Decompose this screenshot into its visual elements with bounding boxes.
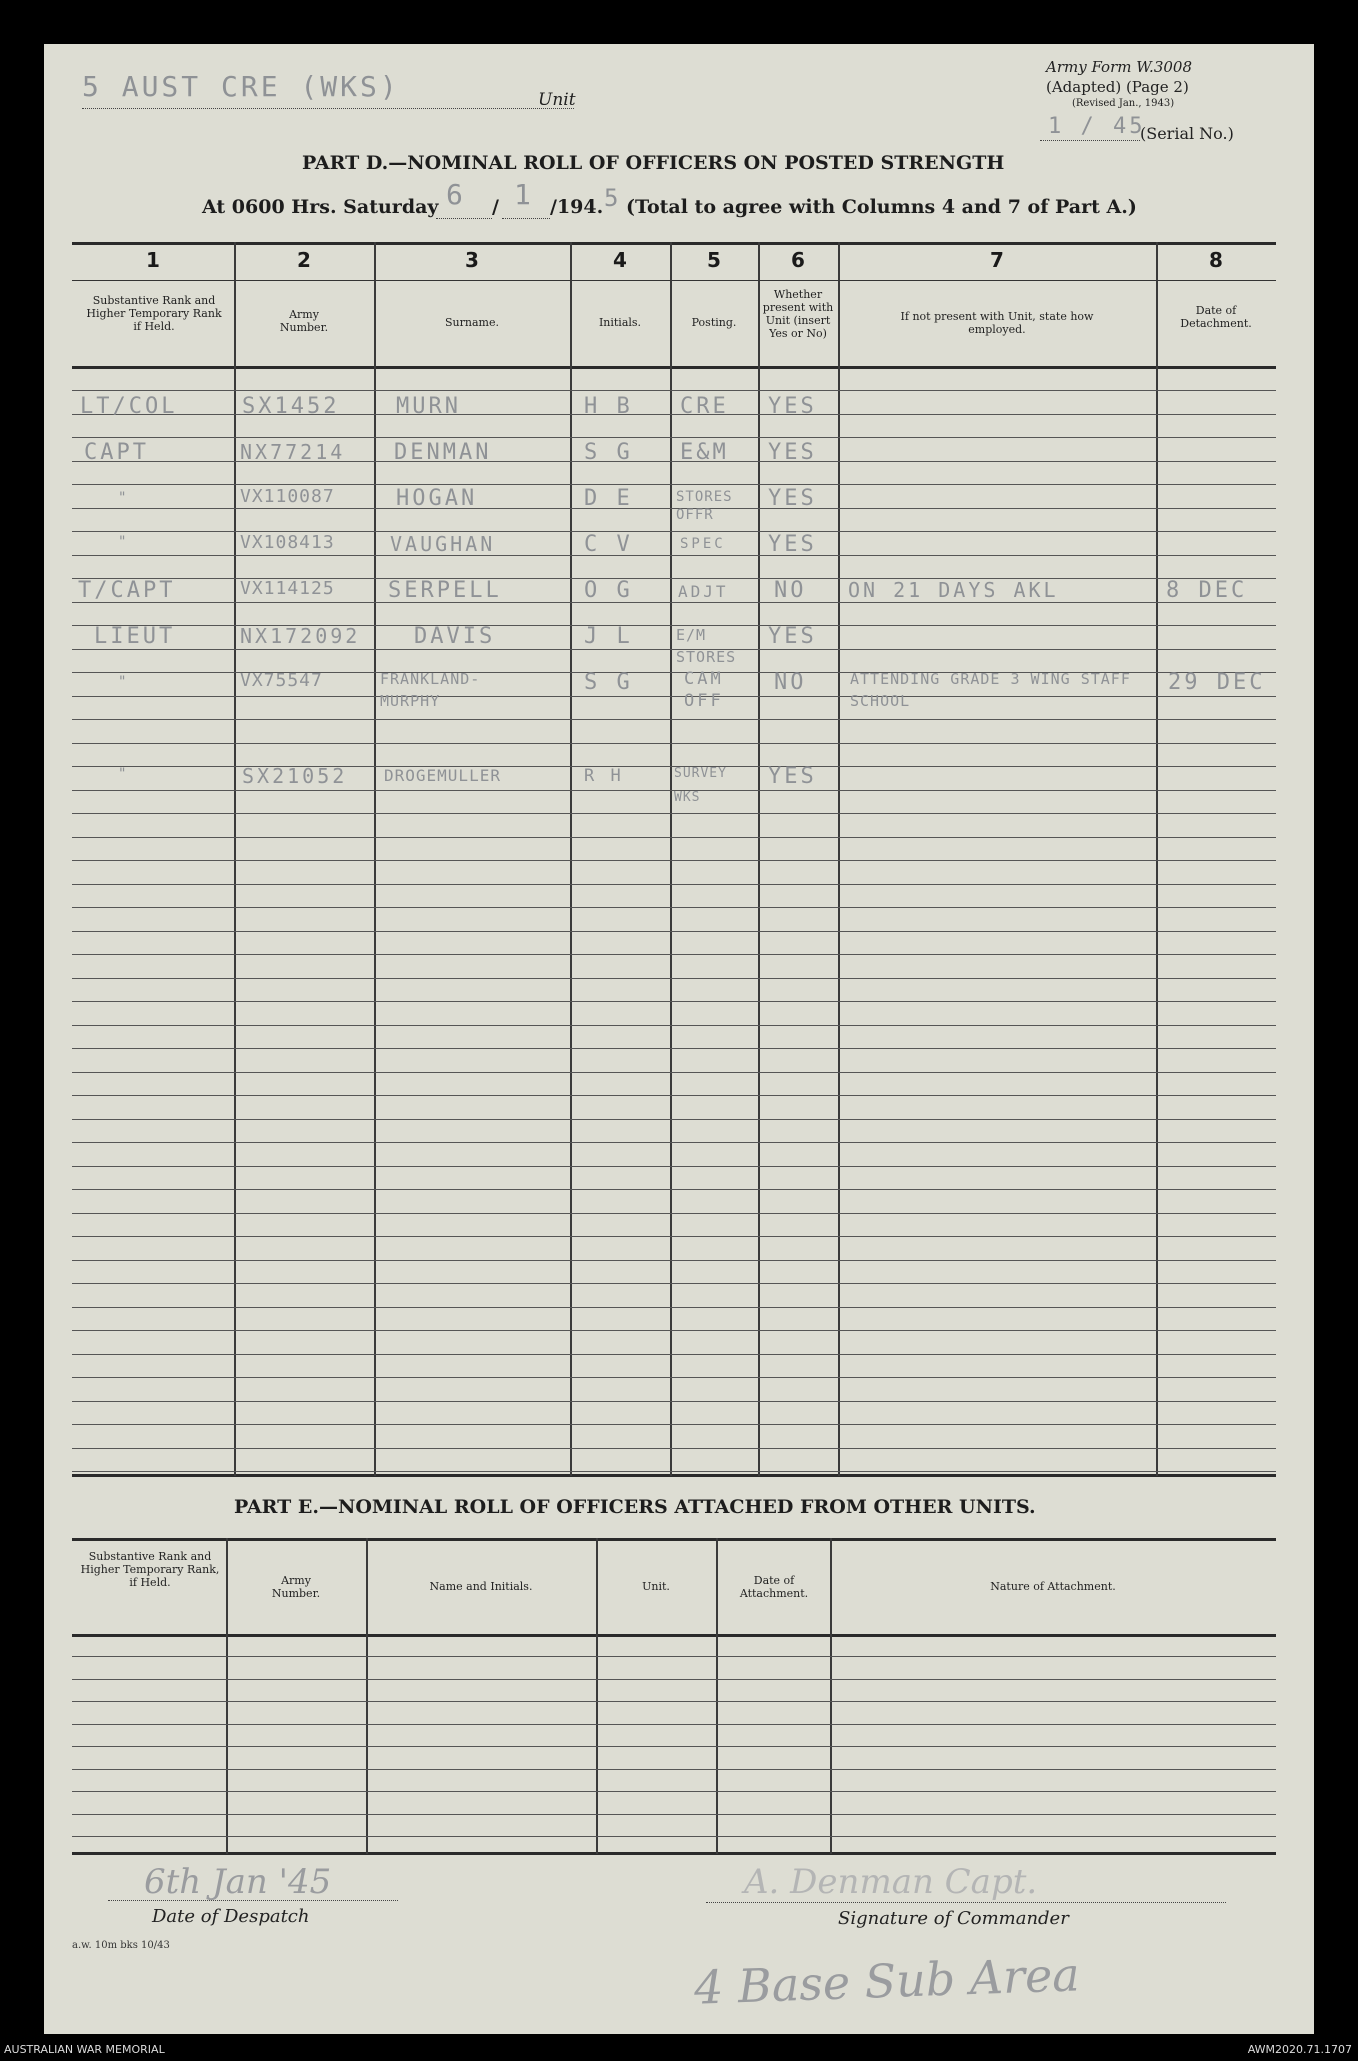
stamp-text: 4 Base Sub Area [693, 1947, 1081, 2015]
row-5-surname: SERPELL [388, 578, 502, 603]
ruled-line [72, 1401, 1276, 1402]
ruled-line [72, 1354, 1276, 1355]
date-day-underline [436, 218, 492, 219]
ruled-line [72, 1679, 1276, 1680]
ruled-line [72, 484, 1276, 485]
e-header-unit: Unit. [642, 1580, 670, 1593]
row-6-posting: E/M STORES [676, 626, 737, 666]
ruled-line [72, 1236, 1276, 1237]
row-5-rank: T/CAPT [78, 578, 176, 603]
ruled-line [72, 954, 1276, 955]
row-3-initials: D E [584, 486, 633, 511]
row-8-present: YES [768, 764, 817, 789]
part-d-at-text: At 0600 Hrs. Saturday [202, 196, 439, 218]
col-header-detachment: Date of Detachment. [1180, 304, 1252, 330]
row-5-date: 8 DEC [1166, 578, 1248, 603]
e-header-name: Name and Initials. [429, 1580, 533, 1593]
ruled-line [72, 1048, 1276, 1049]
col-num-2: 2 [297, 248, 311, 272]
year-digit: 5 [604, 184, 622, 212]
ruled-line [72, 1213, 1276, 1214]
row-1-posting: CRE [680, 394, 729, 419]
col-header-army-number: Army Number. [279, 308, 329, 334]
row-5-present: NO [774, 578, 807, 603]
serial-value: 1 / 45 [1048, 114, 1146, 139]
row-2-surname: DENMAN [394, 440, 492, 465]
row-2-present: YES [768, 440, 817, 465]
part-d-total-text: (Total to agree with Columns 4 and 7 of Part A.) [626, 196, 1137, 218]
row-7-initials: S G [584, 670, 633, 695]
ruled-line [72, 1260, 1276, 1261]
row-5-number: VX114125 [240, 578, 335, 599]
signature-value: A. Denman Capt. [744, 1862, 1038, 1902]
row-6-initials: J L [584, 624, 633, 649]
col-header-employed: If not present with Unit, state how employed. [900, 310, 1094, 336]
col-header-rank: Substantive Rank and Higher Temporary Rank if Held. [86, 294, 222, 333]
e-header-rank: Substantive Rank and Higher Temporary Rank, if Held. [80, 1550, 220, 1589]
ruled-line [72, 1791, 1276, 1792]
ruled-line [72, 1119, 1276, 1120]
row-1-rank: LT/COL [80, 394, 178, 419]
ruled-line [72, 1166, 1276, 1167]
row-2-posting: E&M [680, 440, 729, 465]
row-8-rank: " [118, 766, 130, 782]
row-5-initials: O G [584, 578, 633, 603]
date-month: 1 [514, 178, 534, 211]
row-8-initials: R H [584, 766, 624, 786]
row-8-posting: SURVEY WKS [674, 766, 727, 805]
part-d-title: PART D.—NOMINAL ROLL OF OFFICERS ON POSTED STRENGTH [302, 152, 1005, 174]
row-3-posting: STORES OFFR [676, 489, 733, 523]
row-7-employed: ATTENDING GRADE 3 WING STAFF SCHOOL [850, 670, 1131, 710]
date-separator: / [492, 196, 499, 218]
row-4-present: YES [768, 532, 817, 557]
form-adapted: (Adapted) (Page 2) [1046, 78, 1189, 96]
ruled-line [72, 1471, 1276, 1472]
ruled-line [72, 719, 1276, 720]
ruled-line [72, 1095, 1276, 1096]
unit-value: 5 AUST CRE (WKS) [82, 70, 400, 103]
ruled-line [72, 1189, 1276, 1190]
row-4-surname: VAUGHAN [390, 532, 496, 556]
col-num-4: 4 [613, 248, 627, 272]
row-3-present: YES [768, 486, 817, 511]
row-6-rank: LIEUT [94, 624, 176, 649]
row-5-employed: ON 21 DAYS AKL [848, 578, 1059, 602]
row-6-surname: DAVIS [414, 624, 496, 649]
print-code: a.w. 10m bks 10/43 [72, 1940, 170, 1951]
col-num-5: 5 [707, 248, 721, 272]
ruled-line [72, 1769, 1276, 1770]
col-num-3: 3 [465, 248, 479, 272]
row-1-number: SX1452 [242, 394, 340, 419]
year-prefix: /194. [550, 196, 604, 218]
row-7-date: 29 DEC [1168, 670, 1266, 695]
ruled-line [72, 602, 1276, 603]
ruled-line [72, 1001, 1276, 1002]
ruled-line [72, 1814, 1276, 1815]
ruled-line [72, 1656, 1276, 1657]
row-8-surname: DROGEMULLER [384, 766, 501, 785]
col-num-6: 6 [791, 248, 805, 272]
row-2-rank: CAPT [84, 440, 149, 465]
row-4-number: VX108413 [240, 532, 335, 553]
form-page [44, 44, 1314, 2034]
col-header-present: Whether present with Unit (insert Yes or No) [762, 288, 834, 340]
ruled-line [72, 1448, 1276, 1449]
e-header-army-number: Army Number. [271, 1574, 321, 1600]
col-num-1: 1 [146, 248, 160, 272]
ruled-line [72, 390, 1276, 391]
col-header-posting: Posting. [691, 316, 737, 329]
row-2-number: NX77214 [240, 440, 346, 464]
row-7-rank: " [118, 674, 130, 690]
ruled-line [72, 1025, 1276, 1026]
ruled-line [72, 1746, 1276, 1747]
ruled-line [72, 813, 1276, 814]
row-7-surname: FRANKLAND-MURPHY [380, 670, 481, 710]
row-1-initials: H B [584, 394, 633, 419]
row-2-initials: S G [584, 440, 633, 465]
ruled-line [72, 1330, 1276, 1331]
row-6-number: NX172092 [240, 624, 361, 648]
ruled-line [72, 1377, 1276, 1378]
e-header-nature: Nature of Attachment. [990, 1580, 1116, 1593]
row-1-present: YES [768, 394, 817, 419]
ruled-line [72, 743, 1276, 744]
ruled-line [72, 508, 1276, 509]
archive-right: AWM2020.71.1707 [1247, 2043, 1352, 2056]
despatch-value: 6th Jan '45 [144, 1862, 332, 1902]
ruled-line [72, 555, 1276, 556]
serial-label: (Serial No.) [1140, 124, 1234, 143]
unit-underline [82, 108, 574, 109]
row-1-surname: MURN [396, 394, 461, 419]
despatch-label: Date of Despatch [152, 1906, 310, 1927]
row-3-surname: HOGAN [396, 486, 478, 511]
col-num-7: 7 [990, 248, 1004, 272]
ruled-line [72, 837, 1276, 838]
row-5-posting: ADJT [678, 582, 729, 601]
signature-underline [706, 1902, 1226, 1903]
ruled-line [72, 1724, 1276, 1725]
ruled-line [72, 884, 1276, 885]
unit-label: Unit [538, 90, 576, 110]
archive-left: AUSTRALIAN WAR MEMORIAL [4, 2043, 165, 2056]
row-4-posting: SPEC [680, 536, 726, 552]
ruled-line [72, 1142, 1276, 1143]
e-header-date: Date of Attachment. [739, 1574, 809, 1600]
ruled-line [72, 437, 1276, 438]
ruled-line [72, 649, 1276, 650]
ruled-line [72, 860, 1276, 861]
ruled-line [72, 1283, 1276, 1284]
signature-label: Signature of Commander [838, 1908, 1069, 1929]
despatch-underline [108, 1900, 398, 1901]
row-3-rank: " [118, 490, 130, 506]
ruled-line [72, 931, 1276, 932]
form-name: Army Form W.3008 [1046, 58, 1192, 76]
row-4-rank: " [118, 534, 130, 550]
date-day: 6 [446, 178, 466, 211]
form-revised: (Revised Jan., 1943) [1072, 98, 1175, 109]
date-month-underline [502, 218, 550, 219]
ruled-line [72, 978, 1276, 979]
ruled-line [72, 1701, 1276, 1702]
ruled-line [72, 1424, 1276, 1425]
col-num-8: 8 [1209, 248, 1223, 272]
ruled-line [72, 1307, 1276, 1308]
ruled-line [72, 1072, 1276, 1073]
ruled-line [72, 907, 1276, 908]
ruled-line [72, 1836, 1276, 1837]
row-7-posting: CAM OFF [684, 669, 724, 711]
row-4-initials: C V [584, 532, 633, 557]
part-e-title: PART E.—NOMINAL ROLL OF OFFICERS ATTACHED FROM OTHER UNITS. [234, 1496, 1036, 1518]
row-7-number: VX75547 [240, 670, 323, 691]
row-6-present: YES [768, 624, 817, 649]
col-header-initials: Initials. [598, 316, 642, 329]
row-8-number: SX21052 [242, 764, 348, 788]
serial-underline [1040, 140, 1140, 141]
col-header-surname: Surname. [445, 316, 499, 329]
row-7-present: NO [774, 670, 807, 695]
row-3-number: VX110087 [240, 486, 335, 507]
